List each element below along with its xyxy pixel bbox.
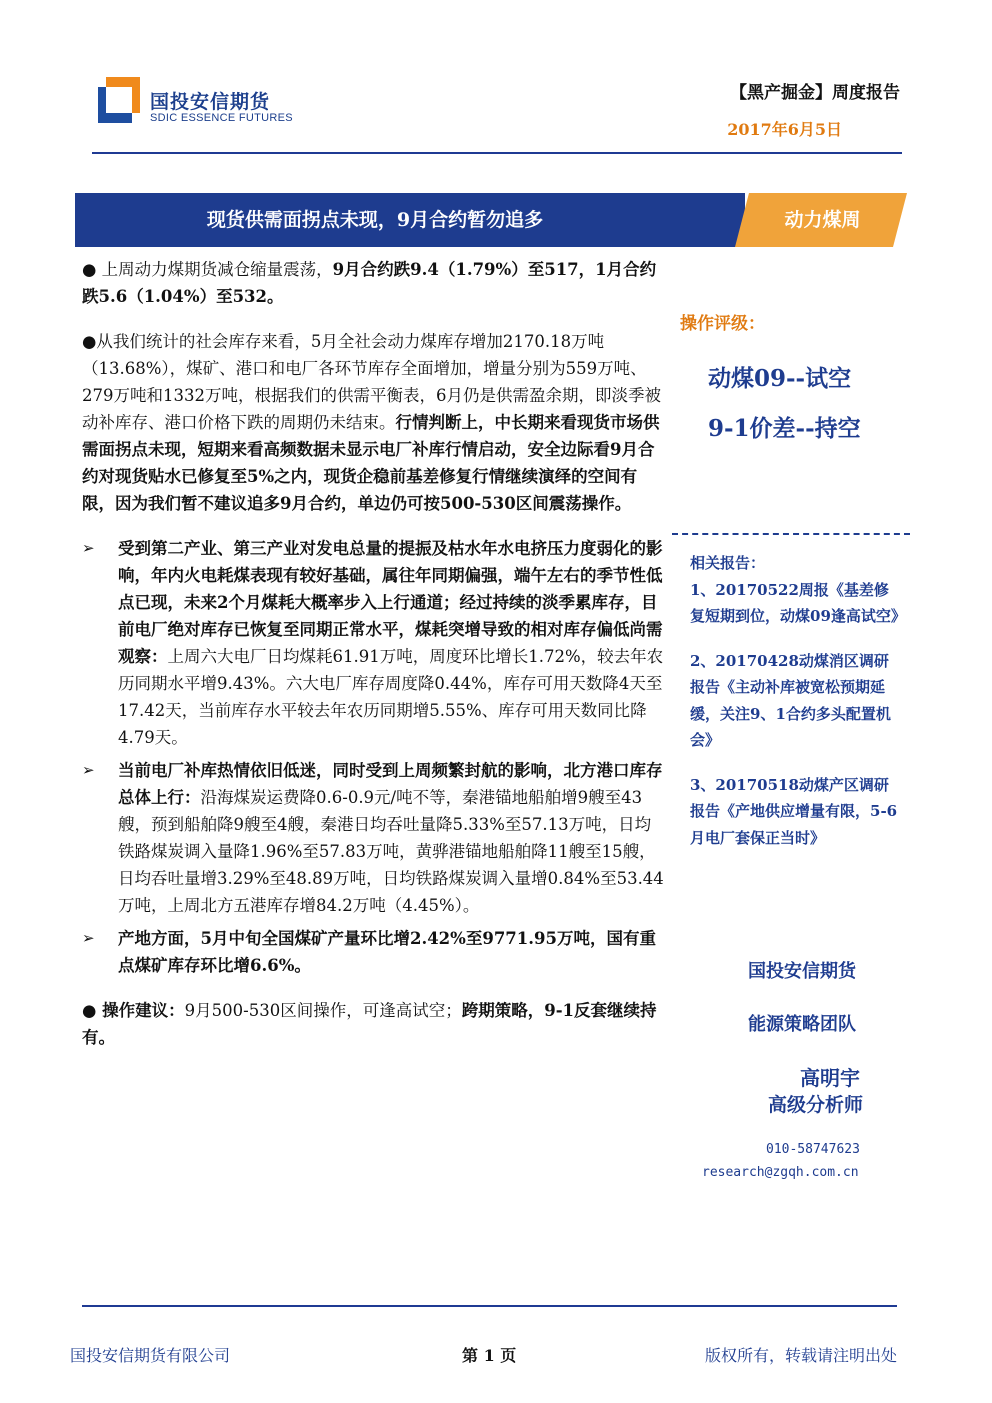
related-report-link[interactable]: 2、20170428动煤消区调研报告《主动补库被宽松预期延缓，关注9、1合约多头配置机会》	[690, 651, 891, 749]
contact-email[interactable]: research@zgqh.com.cn	[702, 1165, 859, 1180]
recommendation-paragraph: ● 操作建议：9月500-530区间操作，可逢高试空；跨期策略，9-1反套继续持有。	[82, 1001, 657, 1047]
arrow-bullet-icon: ➢	[82, 761, 95, 779]
report-date: 2017年6月5日	[727, 120, 842, 139]
sidebar-divider	[672, 533, 910, 535]
summary-paragraph: ● 上周动力煤期货减仓缩量震荡，9月合约跌9.4（1.79%）至517，1月合约跌5.6（1.04%）至532。	[82, 260, 657, 306]
analyst-name: 高明宇	[800, 1066, 860, 1090]
inventory-paragraph: ●从我们统计的社会库存来看，5月全社会动力煤库存增加2170.18万吨（13.68%），煤矿、港口和电厂各环节库存全面增加，增量分别为559万吨、279万吨和1332万吨，根据我们的供需平衡表，6月仍是供需盈余期，即淡季被动补库存、港口价格下跌的周期仍未结束。行情判断上，中长期来看现货市场供需面拐点未现，短期来看高频数据未显示电厂补库行情启动，安全边际看9月合约对现货贴水已修复至5%之内，现货企稳前基差修复行情继续演绎的空间有限，因为我们暂不建议追多9月合约，单边仍可按500-530区间震荡操作。	[82, 332, 661, 513]
company-logo-icon	[98, 77, 140, 123]
rating-label: 操作评级：	[680, 314, 765, 334]
footer-copyright: 版权所有，转载请注明出处	[705, 1346, 898, 1365]
related-report-link[interactable]: 3、20170518动煤产区调研报告《产地供应增量有限，5-6月电厂套保正当时》	[690, 775, 898, 847]
footer-divider	[82, 1305, 897, 1307]
related-reports-title: 相关报告：	[690, 554, 766, 572]
arrow-bullet-icon: ➢	[82, 929, 95, 947]
arrow-bullet-icon: ➢	[82, 539, 95, 557]
report-body	[82, 256, 664, 1051]
analyst-title: 高级分析师	[768, 1094, 864, 1116]
footer-company: 国投安信期货有限公司	[70, 1346, 231, 1365]
rating-primary: 动煤09--试空	[708, 365, 852, 392]
list-item: ➢ 受到第二产业、第三产业对发电总量的提振及枯水年水电挤压力度弱化的影响，年内火电耗煤表现有较好基础，属往年同期偏强，端午左右的季节性低点已现，未来2个月煤耗大概率步入上行通道；经过持续的淡季累库存，目前电厂绝对库存已恢复至同期正常水平，煤耗突增导致的相对库存偏低尚需观察：上周六大电厂日均煤耗61.91万吨，周度环比增长1.72%，较去年农历同期水平增9.43%。六大电厂库存周度降0.44%，库存可用天数降4天至17.42天，当前库存水平较去年农历同期增5.55%、库存可用天数同比降4.79天。	[82, 535, 664, 751]
team-company: 国投安信期货	[748, 961, 856, 982]
list-item: ➢ 当前电厂补库热情依旧低迷，同时受到上周频繁封航的影响，北方港口库存总体上行：沿海煤炭运费降0.6-0.9元/吨不等，秦港锚地船舶增9艘至43艘，预到船舶降9艘至4艘，秦港日均吞吐量降5.33%至57.13万吨，日均铁路煤炭调入量降1.96%至57.83万吨，黄骅港锚地船舶降11艘至15艘，日均吞吐量增3.29%至48.89万吨，日均铁路煤炭调入量增0.84%至53.44万吨，上周北方五港库存增84.2万吨（4.45%）。	[82, 757, 664, 919]
rating-spread: 9-1价差--持空	[708, 415, 861, 442]
report-type: 【黑产掘金】周度报告	[730, 83, 900, 103]
team-name: 能源策略团队	[748, 1014, 856, 1035]
related-reports	[690, 550, 906, 851]
page-number: 第 1 页	[462, 1346, 517, 1365]
related-report-link[interactable]: 1、20170522周报《基差修复短期到位，动煤09逢高试空》	[690, 580, 906, 625]
list-item: ➢ 产地方面，5月中旬全国煤矿产量环比增2.42%至9771.95万吨，国有重点煤矿库存环比增6.6%。	[82, 925, 664, 979]
logo-text-cn: 国投安信期货	[150, 91, 271, 113]
report-title: 现货供需面拐点未现，9月合约暂勿追多	[206, 209, 544, 231]
logo-text-en: SDIC ESSENCE FUTURES	[150, 112, 293, 124]
header-divider	[92, 152, 902, 154]
contact-phone: 010-58747623	[766, 1142, 860, 1157]
report-category: 动力煤周	[784, 209, 861, 231]
